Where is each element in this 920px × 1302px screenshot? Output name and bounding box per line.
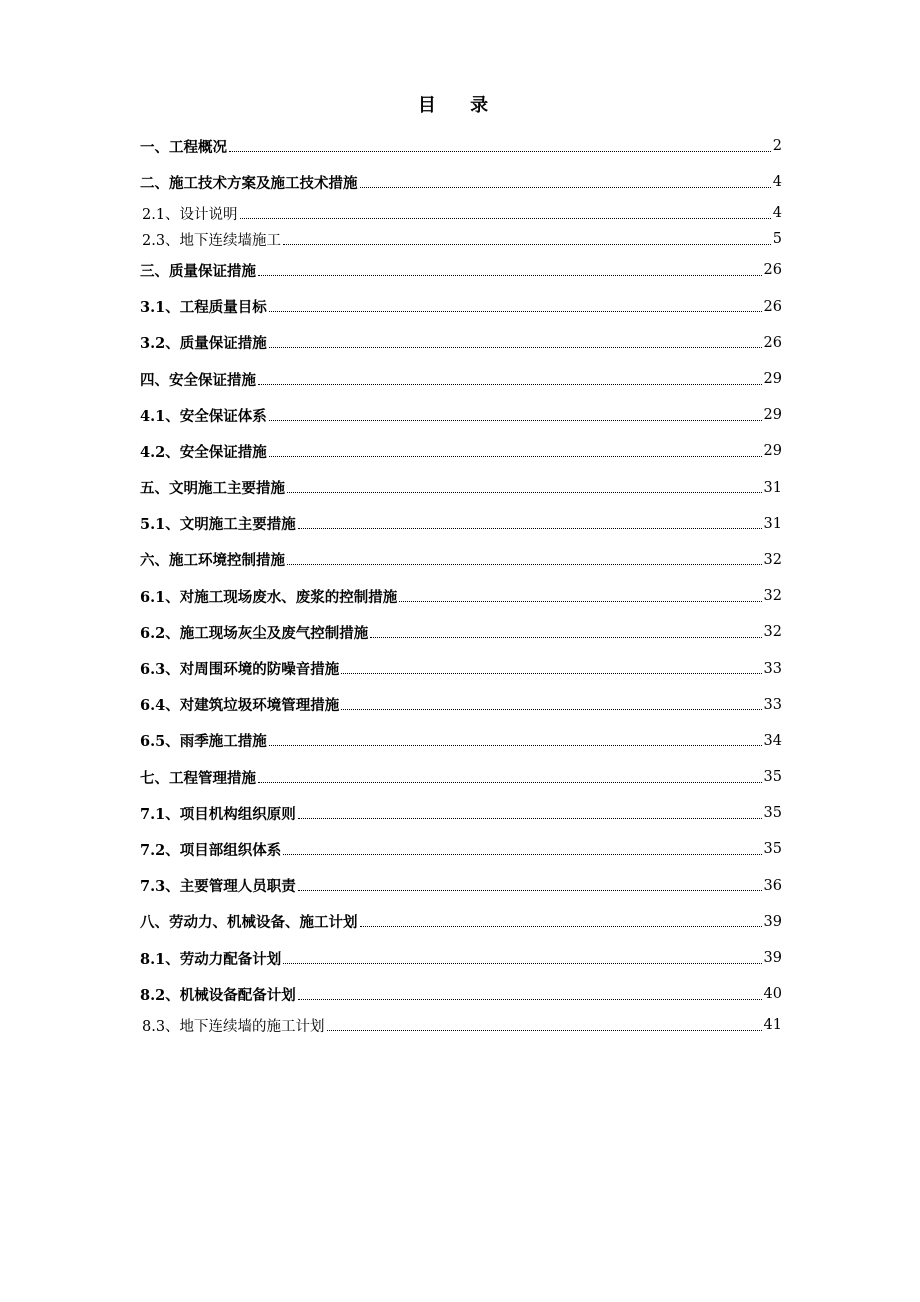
toc-dot-leader xyxy=(298,999,762,1000)
toc-entry-label: 4.1、安全保证体系 xyxy=(140,407,267,425)
toc-entry-label: 6.5、雨季施工措施 xyxy=(140,733,267,751)
toc-entry-label: 5.1、文明施工主要措施 xyxy=(140,516,296,534)
toc-entry[interactable] xyxy=(140,795,782,831)
toc-dot-leader xyxy=(258,275,762,276)
toc-dot-leader xyxy=(370,637,761,638)
toc-dot-leader xyxy=(360,187,771,188)
toc-entry-label: 3.1、工程质量目标 xyxy=(140,299,267,317)
toc-entry-label: 八、劳动力、机械设备、施工计划 xyxy=(140,914,358,932)
toc-dot-leader xyxy=(287,492,762,493)
toc-entry[interactable] xyxy=(140,1012,782,1038)
toc-list xyxy=(140,128,782,1038)
toc-entry[interactable] xyxy=(140,226,782,252)
toc-entry-page-number: 32 xyxy=(763,624,782,641)
toc-entry-label: 8.1、劳动力配备计划 xyxy=(140,950,282,968)
toc-dot-leader xyxy=(341,709,761,710)
toc-entry[interactable] xyxy=(140,687,782,723)
toc-dot-leader xyxy=(327,1030,762,1031)
toc-title: 目 录 xyxy=(417,95,503,116)
toc-entry-label: 8.2、机械设备配备计划 xyxy=(140,986,296,1004)
toc-dot-leader xyxy=(269,347,762,348)
toc-entry[interactable] xyxy=(140,506,782,542)
toc-entry-label: 一、工程概况 xyxy=(140,138,227,156)
toc-entry-label: 6.4、对建筑垃圾环境管理措施 xyxy=(140,697,340,715)
toc-entry-label: 8.3、地下连续墙的施工计划 xyxy=(142,1018,325,1035)
toc-dot-leader xyxy=(298,818,762,819)
toc-entry-label: 二、施工技术方案及施工技术措施 xyxy=(140,174,358,192)
toc-entry-label: 2.3、地下连续墙施工 xyxy=(142,232,282,249)
toc-entry[interactable] xyxy=(140,433,782,469)
toc-entry-label: 2.1、设计说明 xyxy=(142,206,238,223)
toc-entry-page-number: 31 xyxy=(763,479,782,496)
toc-entry-page-number: 29 xyxy=(763,443,782,460)
toc-entry-label: 五、文明施工主要措施 xyxy=(140,480,285,498)
toc-entry[interactable] xyxy=(140,578,782,614)
toc-entry-label: 6.2、施工现场灰尘及废气控制措施 xyxy=(140,624,369,642)
toc-entry-page-number: 41 xyxy=(763,1017,782,1034)
toc-entry-page-number: 26 xyxy=(763,298,782,315)
toc-entry-page-number: 35 xyxy=(763,805,782,822)
toc-entry-label: 7.2、项目部组织体系 xyxy=(140,841,282,859)
toc-entry-page-number: 34 xyxy=(763,732,782,749)
toc-dot-leader xyxy=(269,745,762,746)
toc-entry-page-number: 29 xyxy=(763,371,782,388)
toc-entry-label: 三、质量保证措施 xyxy=(140,262,256,280)
toc-entry[interactable] xyxy=(140,759,782,795)
toc-dot-leader xyxy=(341,673,761,674)
toc-entry-page-number: 35 xyxy=(763,769,782,786)
toc-entry-page-number: 4 xyxy=(772,205,782,222)
toc-entry[interactable] xyxy=(140,252,782,288)
toc-dot-leader xyxy=(283,854,761,855)
toc-entry-page-number: 26 xyxy=(763,334,782,351)
toc-entry-label: 7.1、项目机构组织原则 xyxy=(140,805,296,823)
toc-entry-page-number: 39 xyxy=(763,913,782,930)
toc-entry[interactable] xyxy=(140,940,782,976)
toc-entry-page-number: 26 xyxy=(763,262,782,279)
toc-dot-leader xyxy=(269,311,762,312)
toc-entry[interactable] xyxy=(140,128,782,164)
toc-entry-label: 7.3、主要管理人员职责 xyxy=(140,878,296,896)
toc-dot-leader xyxy=(258,384,762,385)
toc-dot-leader xyxy=(269,420,762,421)
toc-entry-page-number: 32 xyxy=(763,588,782,605)
toc-entry[interactable] xyxy=(140,868,782,904)
toc-entry[interactable] xyxy=(140,164,782,200)
toc-entry-page-number: 33 xyxy=(763,696,782,713)
toc-entry-label: 4.2、安全保证措施 xyxy=(140,443,267,461)
toc-entry-page-number: 39 xyxy=(763,950,782,967)
toc-entry[interactable] xyxy=(140,650,782,686)
toc-entry-page-number: 5 xyxy=(772,231,782,248)
toc-entry[interactable] xyxy=(140,831,782,867)
toc-dot-leader xyxy=(283,244,771,245)
toc-dot-leader xyxy=(399,601,761,602)
toc-entry-page-number: 36 xyxy=(763,877,782,894)
toc-entry[interactable] xyxy=(140,325,782,361)
toc-entry[interactable] xyxy=(140,200,782,226)
toc-entry-page-number: 29 xyxy=(763,407,782,424)
toc-entry-label: 七、工程管理措施 xyxy=(140,769,256,787)
toc-entry-page-number: 33 xyxy=(763,660,782,677)
toc-dot-leader xyxy=(258,782,762,783)
toc-entry[interactable] xyxy=(140,397,782,433)
toc-dot-leader xyxy=(229,151,771,152)
toc-entry-label: 3.2、质量保证措施 xyxy=(140,335,267,353)
toc-dot-leader xyxy=(287,564,762,565)
toc-dot-leader xyxy=(298,890,762,891)
toc-dot-leader xyxy=(240,218,771,219)
toc-entry[interactable] xyxy=(140,542,782,578)
toc-entry-page-number: 31 xyxy=(763,515,782,532)
toc-entry[interactable] xyxy=(140,904,782,940)
toc-dot-leader xyxy=(269,456,762,457)
toc-entry[interactable] xyxy=(140,976,782,1012)
toc-entry[interactable] xyxy=(140,289,782,325)
toc-entry-page-number: 40 xyxy=(763,986,782,1003)
toc-entry-label: 6.3、对周围环境的防噪音措施 xyxy=(140,661,340,679)
toc-entry[interactable] xyxy=(140,361,782,397)
toc-dot-leader xyxy=(298,528,762,529)
toc-entry[interactable] xyxy=(140,723,782,759)
toc-entry[interactable] xyxy=(140,470,782,506)
toc-entry-page-number: 35 xyxy=(763,841,782,858)
toc-entry-page-number: 2 xyxy=(772,138,782,155)
toc-entry-label: 六、施工环境控制措施 xyxy=(140,552,285,570)
toc-entry-label: 四、安全保证措施 xyxy=(140,371,256,389)
toc-dot-leader xyxy=(283,963,761,964)
toc-entry-page-number: 4 xyxy=(772,174,782,191)
toc-entry-label: 6.1、对施工现场废水、废浆的控制措施 xyxy=(140,588,398,606)
toc-dot-leader xyxy=(360,926,762,927)
toc-entry-page-number: 32 xyxy=(763,551,782,568)
toc-entry[interactable] xyxy=(140,614,782,650)
